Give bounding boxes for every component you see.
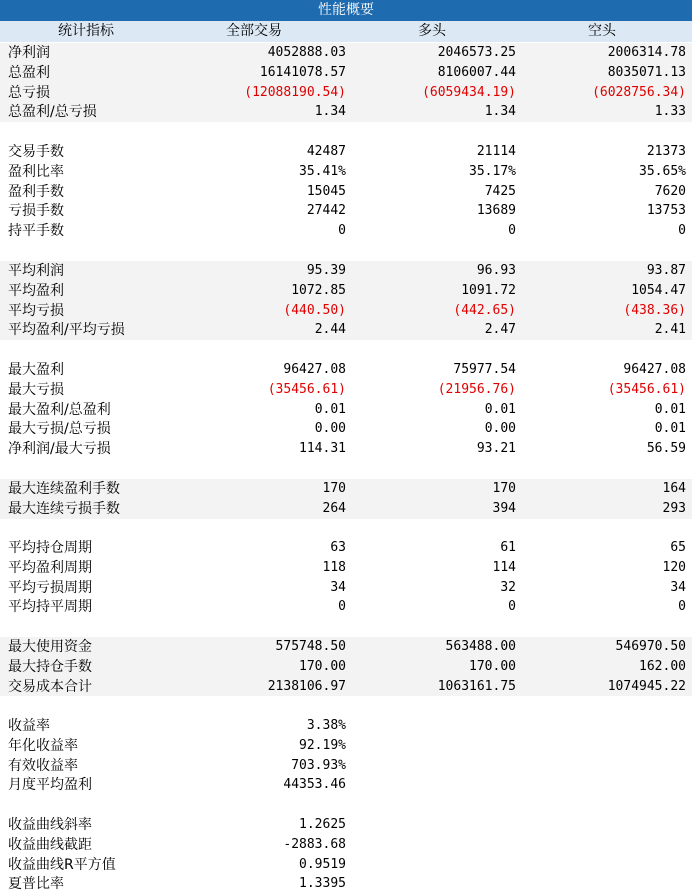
value-long: (21956.76) — [437, 381, 516, 397]
table-row — [0, 855, 692, 875]
value-short: 13753 — [646, 203, 686, 219]
value-short: 1074945.22 — [607, 678, 686, 694]
value-long — [356, 775, 516, 795]
value-all-trades: 170.00 — [299, 658, 346, 674]
metric-label: 月度平均盈利 — [8, 777, 92, 794]
value-short — [526, 855, 686, 875]
value-long — [356, 736, 516, 756]
table-row — [0, 281, 692, 301]
value-short — [526, 716, 686, 736]
value-all-trades: (35456.61) — [267, 381, 346, 397]
value-short: 8035071.13 — [607, 64, 686, 80]
metric-label: 持平手数 — [8, 223, 64, 240]
value-all-trades: 114.31 — [299, 441, 346, 457]
metric-label: 收益曲线截距 — [8, 836, 92, 853]
table-row — [0, 716, 692, 736]
value-long: 1.34 — [484, 104, 516, 120]
header-short: 空头 — [588, 23, 616, 39]
metric-label: 最大盈利/总盈利 — [8, 401, 111, 418]
table-row — [0, 439, 692, 459]
value-all-trades: 1072.85 — [291, 282, 346, 298]
value-long: 96.93 — [476, 263, 516, 278]
value-short: 21373 — [646, 144, 686, 159]
value-long — [356, 835, 516, 855]
metric-label: 年化收益率 — [8, 737, 78, 754]
value-all-trades: 264 — [322, 500, 346, 516]
metric-label: 收益曲线R平方值 — [8, 856, 116, 873]
table-row — [0, 360, 692, 380]
table-row — [0, 419, 692, 439]
table-row — [0, 578, 692, 598]
table-row — [0, 400, 692, 420]
value-long: 61 — [500, 540, 516, 555]
value-all-trades: (12088190.54) — [244, 84, 346, 100]
value-short: 2006314.78 — [607, 45, 686, 60]
metric-label: 平均利润 — [8, 263, 64, 279]
metric-label: 净利润 — [8, 45, 50, 61]
metric-label: 最大持仓手数 — [8, 658, 92, 675]
value-long: 7425 — [484, 183, 516, 199]
metric-label: 平均盈利周期 — [8, 559, 92, 576]
value-long — [356, 756, 516, 776]
table-row — [0, 142, 692, 162]
value-long: 563488.00 — [445, 639, 516, 654]
value-all-trades: 0.01 — [314, 401, 346, 417]
value-all-trades: 1.34 — [314, 104, 346, 120]
value-short: 96427.08 — [623, 362, 686, 377]
value-short: 35.65% — [639, 163, 686, 179]
table-row — [0, 380, 692, 400]
value-short: 164 — [662, 481, 686, 496]
value-short — [526, 874, 686, 894]
value-long — [356, 716, 516, 736]
table-row — [0, 677, 692, 697]
value-long: 2046573.25 — [437, 45, 516, 60]
value-long: 93.21 — [476, 441, 516, 457]
metric-label: 总盈利 — [8, 64, 50, 81]
value-short — [526, 775, 686, 795]
value-long: (6059434.19) — [422, 84, 516, 100]
table-title: 性能概要 — [0, 0, 692, 21]
value-all-trades: 4052888.03 — [267, 45, 346, 60]
value-all-trades: 92.19% — [299, 737, 346, 753]
value-all-trades: (440.50) — [283, 302, 346, 318]
value-all-trades: 34 — [330, 579, 346, 595]
value-short — [526, 736, 686, 756]
value-short: 65 — [670, 540, 686, 555]
table-row — [0, 597, 692, 617]
table-row — [0, 637, 692, 657]
value-short: 120 — [662, 559, 686, 575]
value-all-trades: 42487 — [306, 144, 346, 159]
value-all-trades: 35.41% — [299, 163, 346, 179]
value-short: (35456.61) — [607, 381, 686, 397]
value-short: (438.36) — [623, 302, 686, 318]
value-long — [356, 855, 516, 875]
table-header — [0, 21, 692, 42]
value-long: 8106007.44 — [437, 64, 516, 80]
table-row — [0, 538, 692, 558]
table-row — [0, 162, 692, 182]
value-long: 394 — [492, 500, 516, 516]
value-short: (6028756.34) — [592, 84, 686, 100]
value-short: 162.00 — [639, 658, 686, 674]
value-long — [356, 815, 516, 835]
table-row — [0, 736, 692, 756]
header-all-trades: 全部交易 — [226, 23, 282, 39]
metric-label: 收益率 — [8, 718, 50, 734]
table-row — [0, 320, 692, 340]
value-short: 7620 — [654, 183, 686, 199]
value-long: (442.65) — [453, 302, 516, 318]
table-row — [0, 499, 692, 519]
metric-label: 平均持平周期 — [8, 599, 92, 616]
table-row — [0, 558, 692, 578]
metric-label: 有效收益率 — [8, 757, 78, 774]
value-all-trades: 27442 — [306, 203, 346, 219]
header-long: 多头 — [418, 23, 446, 39]
metric-label: 收益曲线斜率 — [8, 817, 92, 833]
value-long — [356, 874, 516, 894]
value-all-trades: 0.9519 — [299, 856, 346, 872]
value-long: 13689 — [476, 203, 516, 219]
value-all-trades: 16141078.57 — [259, 64, 346, 80]
value-long: 170 — [492, 481, 516, 496]
value-short: 1.33 — [654, 104, 686, 120]
value-all-trades: 703.93% — [291, 757, 346, 773]
table-row — [0, 835, 692, 855]
value-short: 2.41 — [654, 322, 686, 338]
value-all-trades: 2138106.97 — [267, 678, 346, 694]
value-all-trades: 1.3395 — [299, 876, 346, 892]
metric-label: 交易成本合计 — [8, 678, 92, 695]
value-short — [526, 815, 686, 835]
metric-label: 最大亏损/总亏损 — [8, 421, 111, 438]
value-short — [526, 835, 686, 855]
metric-label: 亏损手数 — [8, 203, 64, 220]
metric-label: 夏普比率 — [8, 876, 64, 893]
table-row — [0, 775, 692, 795]
value-all-trades: -2883.68 — [283, 836, 346, 852]
metric-label: 最大使用资金 — [8, 639, 92, 655]
metric-label: 最大亏损 — [8, 381, 64, 398]
value-all-trades: 0 — [338, 599, 346, 615]
value-all-trades: 170 — [322, 481, 346, 496]
value-long: 1063161.75 — [437, 678, 516, 694]
metric-label: 交易手数 — [8, 144, 64, 160]
value-long: 170.00 — [469, 658, 516, 674]
value-short: 0.01 — [654, 421, 686, 437]
value-all-trades: 2.44 — [314, 322, 346, 338]
metric-label: 平均持仓周期 — [8, 540, 92, 556]
table-row — [0, 756, 692, 776]
value-short: 93.87 — [646, 263, 686, 278]
metric-label: 平均亏损 — [8, 302, 64, 319]
value-long: 32 — [500, 579, 516, 595]
metric-label: 净利润/最大亏损 — [8, 441, 111, 458]
value-short — [526, 756, 686, 776]
value-long: 0 — [508, 599, 516, 615]
table-row — [0, 182, 692, 202]
value-all-trades: 575748.50 — [275, 639, 346, 654]
value-long: 114 — [492, 559, 516, 575]
table-row — [0, 301, 692, 321]
table-row — [0, 479, 692, 499]
table-row — [0, 657, 692, 677]
metric-label: 最大连续盈利手数 — [8, 481, 120, 497]
metric-label: 总盈利/总亏损 — [8, 104, 97, 121]
value-all-trades: 0 — [338, 223, 346, 239]
metric-label: 盈利手数 — [8, 183, 64, 200]
value-short: 0.01 — [654, 401, 686, 417]
value-long: 21114 — [476, 144, 516, 159]
value-short: 34 — [670, 579, 686, 595]
value-short: 0 — [678, 599, 686, 615]
value-all-trades: 0.00 — [314, 421, 346, 437]
metric-label: 平均盈利/平均亏损 — [8, 322, 125, 339]
value-short: 56.59 — [646, 441, 686, 457]
metric-label: 最大盈利 — [8, 362, 64, 378]
value-long: 0 — [508, 223, 516, 239]
metric-label: 总亏损 — [8, 84, 50, 101]
value-long: 2.47 — [484, 322, 516, 338]
value-long: 0.01 — [484, 401, 516, 417]
table-row — [0, 261, 692, 281]
table-row — [0, 874, 692, 894]
value-long: 0.00 — [484, 421, 516, 437]
table-row — [0, 83, 692, 103]
header-metric: 统计指标 — [58, 23, 114, 39]
value-long: 75977.54 — [453, 362, 516, 377]
metric-label: 平均亏损周期 — [8, 579, 92, 596]
value-all-trades: 95.39 — [306, 263, 346, 278]
value-all-trades: 96427.08 — [283, 362, 346, 377]
metric-label: 平均盈利 — [8, 282, 64, 299]
value-all-trades: 44353.46 — [283, 777, 346, 793]
table-row — [0, 201, 692, 221]
table-row — [0, 815, 692, 835]
table-row — [0, 221, 692, 241]
value-short: 293 — [662, 500, 686, 516]
value-long: 1091.72 — [461, 282, 516, 298]
value-all-trades: 3.38% — [306, 718, 346, 733]
value-all-trades: 15045 — [306, 183, 346, 199]
metric-label: 最大连续亏损手数 — [8, 500, 120, 517]
value-long: 35.17% — [469, 163, 516, 179]
value-short: 0 — [678, 223, 686, 239]
value-short: 546970.50 — [615, 639, 686, 654]
table-row — [0, 63, 692, 83]
value-all-trades: 118 — [322, 559, 346, 575]
value-all-trades: 1.2625 — [299, 817, 346, 832]
table-row — [0, 102, 692, 122]
value-all-trades: 63 — [330, 540, 346, 555]
table-row — [0, 43, 692, 63]
metric-label: 盈利比率 — [8, 163, 64, 180]
value-short: 1054.47 — [631, 282, 686, 298]
